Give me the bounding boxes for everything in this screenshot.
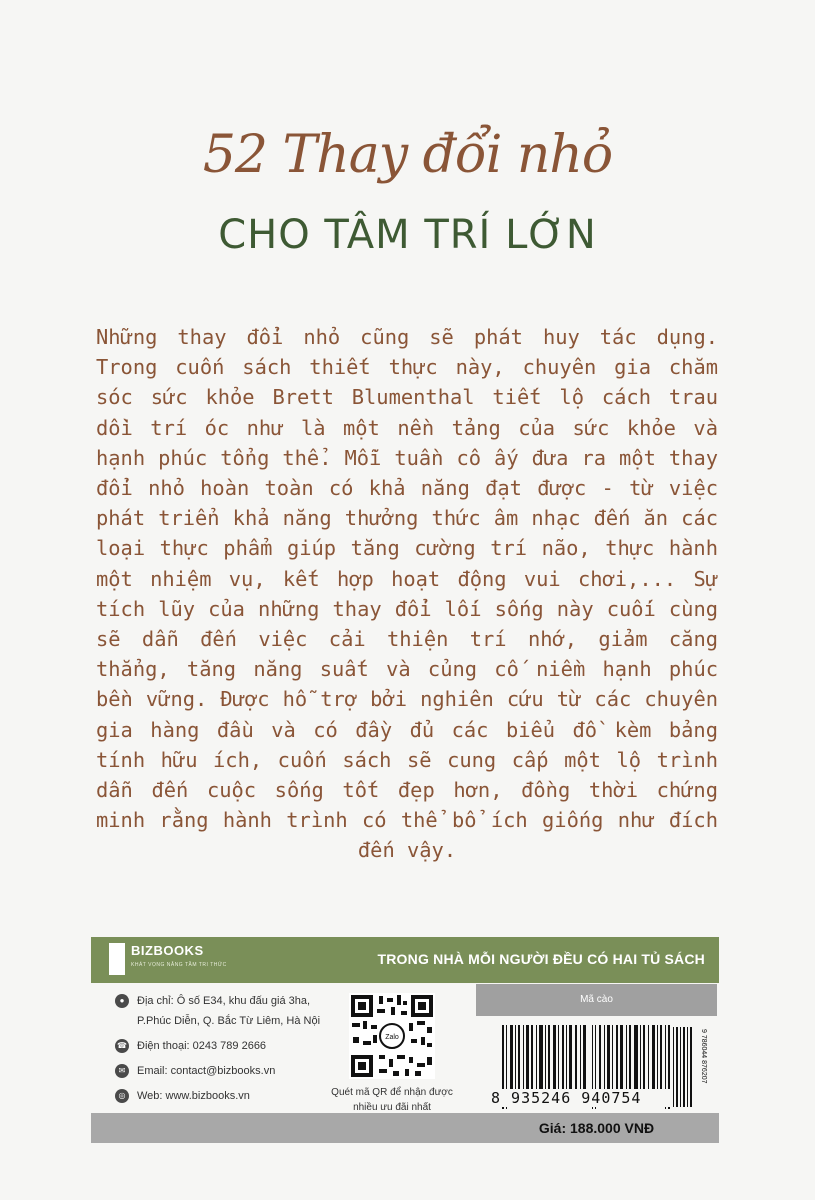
isbn-side-number: 9 786044 876207 bbox=[700, 1029, 707, 1084]
phone-icon: ☎ bbox=[115, 1039, 129, 1053]
contact-email-text: Email: contact@bizbooks.vn bbox=[137, 1065, 276, 1077]
blurb-paragraph: Những thay đổi nhỏ cũng sẽ phát huy tác dụng. Trong cuốn sách thiết thực này, chuyên gia chăm sóc sức khỏe Brett Blumenthal tiết lộ cách trau dồi trí óc như là một nền tảng của sức khỏe và hạnh phúc tổng thể. Mỗi tuần cô ấy đưa ra một thay đổi nhỏ hoàn toàn có khả năng đạt được - từ việc phát triển khả năng thưởng thức âm nhạc đến ăn các loại thực phẩm giúp tăng cường trí não, thực hành một nhiệm vụ, kết hợp hoạt động vui chơi,... Sự tích lũy của những thay đổi lối sống này cuối cùng sẽ dẫn đến việc cải thiện trí nhớ, giảm căng thẳng, tăng năng suất và củng cố niềm hạnh phúc bền vững. Được hỗ trợ bởi nghiên cứu từ các chuyên gia hàng đầu và có đầy đủ các biểu đồ kèm bảng tính hữu ích, cuốn sách sẽ cung cấp một lộ trình dẫn đến cuộc sống tốt đẹp hơn, đồng thời chứng minh rằng hành trình có thể bổ ích giống như đích đến vậy. bbox=[96, 325, 718, 863]
contact-address bbox=[91, 991, 321, 1031]
book-title-caps: CHO TÂM TRÍ LỚN bbox=[218, 212, 597, 258]
map-pin-icon: ● bbox=[115, 994, 129, 1008]
qr-center-label: Zalo bbox=[385, 1034, 399, 1041]
bizbooks-logo-icon bbox=[109, 943, 125, 975]
publisher-brand: BIZBOOKS bbox=[131, 943, 204, 958]
email-icon: ✉ bbox=[115, 1064, 129, 1078]
globe-icon: ◎ bbox=[115, 1089, 129, 1103]
scratch-code-box bbox=[476, 984, 717, 1016]
contact-list bbox=[91, 991, 321, 1111]
isbn-side-barcode bbox=[671, 1027, 711, 1107]
publisher-band bbox=[91, 937, 719, 983]
price-bar bbox=[91, 1113, 719, 1143]
contact-web-text: Web: www.bizbooks.vn bbox=[137, 1090, 250, 1102]
contact-phone-text: Điện thoại: 0243 789 2666 bbox=[137, 1040, 267, 1052]
back-cover-footer bbox=[91, 937, 719, 1143]
contact-email bbox=[91, 1061, 321, 1081]
scratch-code-label: Mã cào bbox=[580, 994, 613, 1005]
zalo-qr-code bbox=[349, 993, 435, 1079]
contact-address-text: Địa chỉ: Ô số E34, khu đấu giá 3ha, P.Phúc Diễn, Q. Bắc Từ Liêm, Hà Nội bbox=[137, 995, 321, 1027]
publisher-slogan: TRONG NHÀ MỖI NGƯỜI ĐỀU CÓ HAI TỦ SÁCH bbox=[377, 951, 705, 967]
book-title-script: 52 Thay đổi nhỏ bbox=[202, 125, 613, 185]
publisher-tagline: KHÁT VỌNG NÂNG TẦM TRI THỨC bbox=[131, 962, 227, 968]
contact-phone bbox=[91, 1036, 321, 1056]
barcode-number: 8 935246 940754 bbox=[491, 1089, 705, 1107]
qr-caption: Quét mã QR để nhận được nhiều ưu đãi nhất bbox=[331, 1087, 453, 1113]
price-label: Giá: 188.000 VNĐ bbox=[538, 1120, 655, 1136]
contact-web bbox=[91, 1086, 321, 1106]
